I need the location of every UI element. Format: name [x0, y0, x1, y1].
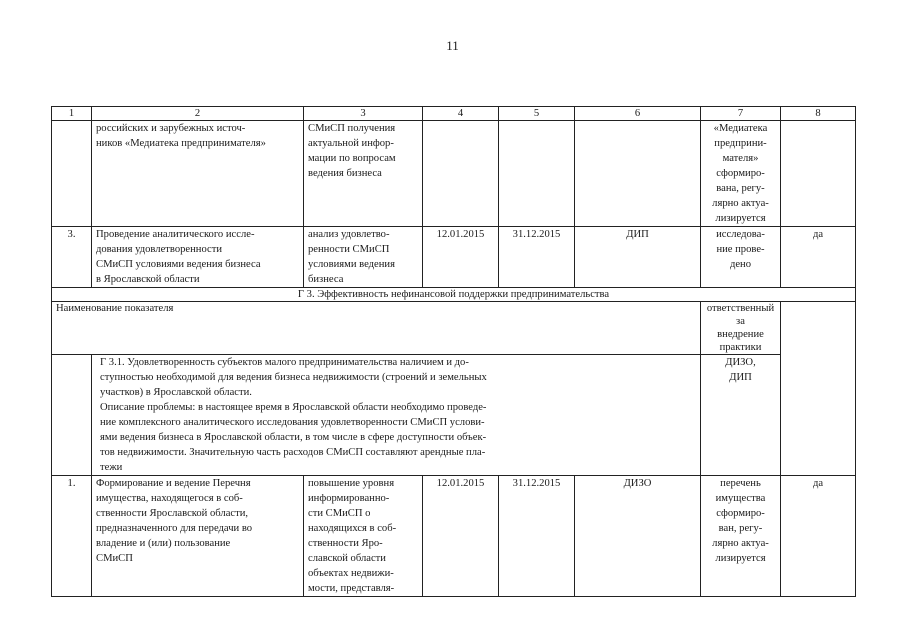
page-number: 11	[446, 38, 459, 53]
row-number: 3.	[52, 227, 92, 288]
measure-cell: российских и зарубежных источ- ников «Медиатека предпринимателя»	[92, 121, 304, 227]
mark: да	[781, 476, 856, 597]
column-number: 2	[92, 107, 304, 121]
column-number: 6	[575, 107, 701, 121]
end-date: 31.12.2015	[499, 476, 575, 597]
result-description-cell: повышение уровня информированно- сти СМиСП о находящихся в соб- ственности Яро- славской области объектах недвижи- мости, представля-	[304, 476, 423, 597]
column-number: 3	[304, 107, 423, 121]
indicator-responsible: ДИЗО, ДИП	[701, 355, 781, 476]
mark: да	[781, 227, 856, 288]
table-row-1	[52, 476, 856, 597]
mark-cell	[781, 121, 856, 227]
column-number: 7	[701, 107, 781, 121]
empty-cell	[781, 302, 856, 476]
status-cell: исследова- ние прове- дено	[701, 227, 781, 288]
section-row	[52, 288, 856, 302]
indicator-header-row	[52, 302, 856, 355]
table-row-continued	[52, 121, 856, 227]
result-description-cell: СМиСП получения актуальной инфор- мации по вопросам ведения бизнеса	[304, 121, 423, 227]
column-number: 8	[781, 107, 856, 121]
column-number: 5	[499, 107, 575, 121]
responsible-label: ответственный за внедрение практики	[701, 302, 781, 355]
result-description-cell: анализ удовлетво- ренности СМиСП условиями ведения бизнеса	[304, 227, 423, 288]
empty-cell	[52, 355, 92, 476]
end-date-cell	[499, 121, 575, 227]
table-row-3	[52, 227, 856, 288]
column-number: 4	[423, 107, 499, 121]
row-number-cell	[52, 121, 92, 227]
responsible: ДИП	[575, 227, 701, 288]
status-cell: перечень имущества сформиро- ван, регу- лярно актуа- лизируется	[701, 476, 781, 597]
section-title: Г 3. Эффективность нефинансовой поддержки предпринимательства	[52, 288, 856, 302]
measure-cell: Формирование и ведение Перечня имущества, находящегося в соб- ственности Ярославской области, предназначенного для передачи во владение и (или) пользование СМиСП	[92, 476, 304, 597]
responsible-cell	[575, 121, 701, 227]
column-number-row	[52, 107, 856, 121]
indicator-description: Г 3.1. Удовлетворенность субъектов малого предпринимательства наличием и до- ступностью необходимой для ведения бизнеса недвижимости (строений и земельных участков) в Ярославской области. Описание проблемы: в настоящее время в Ярославской области необходимо проведе- ние комплексного аналитического исследования удовлетворенности СМиСП услови- ями ведения бизнеса в Ярославской области, в том числе в сфере доступности объек- тов недвижимости. Значительную часть расходов СМиСП составляют арендные пла- тежи	[92, 355, 701, 476]
responsible: ДИЗО	[575, 476, 701, 597]
start-date-cell	[423, 121, 499, 227]
column-number: 1	[52, 107, 92, 121]
status-cell: «Медиатека предприни- мателя» сформиро- вана, регу- лярно актуа- лизируется	[701, 121, 781, 227]
end-date: 31.12.2015	[499, 227, 575, 288]
indicator-name-label: Наименование показателя	[52, 302, 701, 355]
start-date: 12.01.2015	[423, 227, 499, 288]
report-table	[51, 106, 856, 597]
row-number: 1.	[52, 476, 92, 597]
indicator-row	[52, 355, 856, 476]
start-date: 12.01.2015	[423, 476, 499, 597]
measure-cell: Проведение аналитического иссле- дования удовлетворенности СМиСП условиями ведения бизнеса в Ярославской области	[92, 227, 304, 288]
